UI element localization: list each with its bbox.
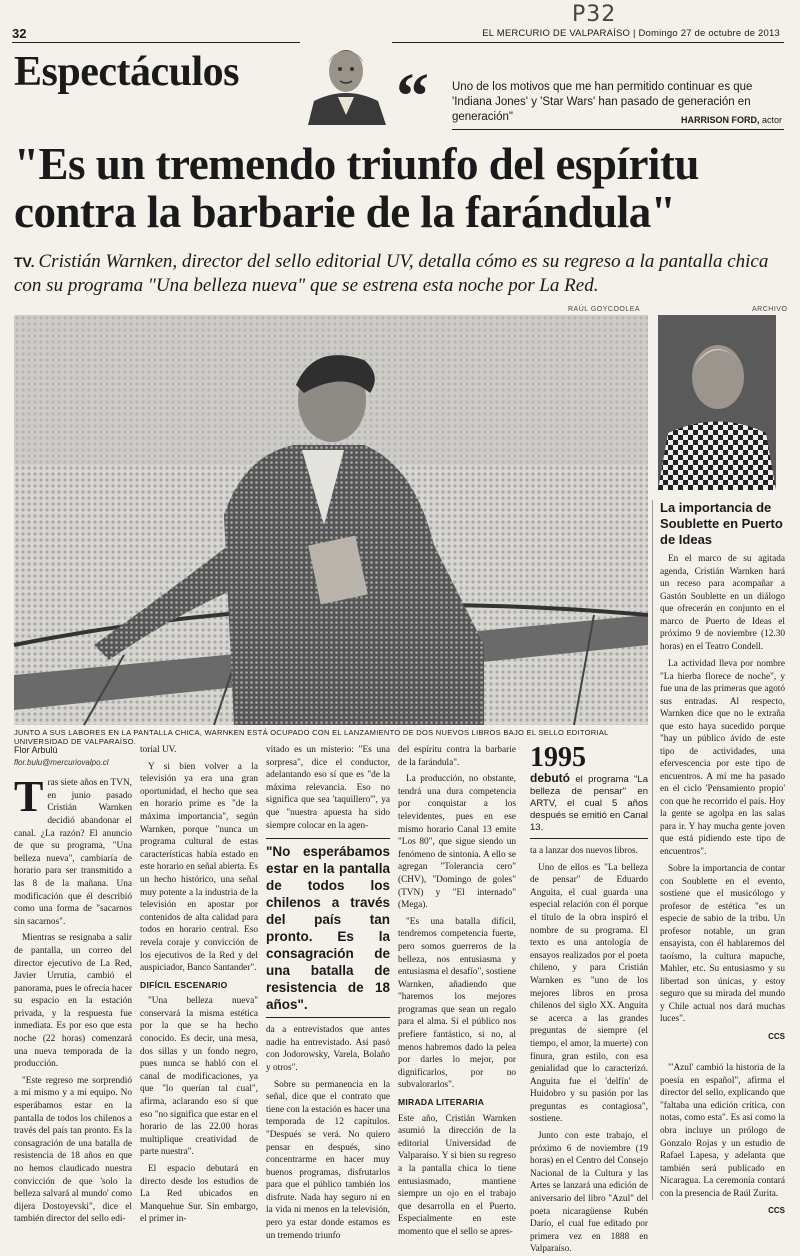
subhead-mirada-literaria: MIRADA LITERARIA (398, 1097, 485, 1108)
article-paragraph: Este año, Cristián Warnken asumió la dirección de la editorial Universidad de Valparaíso. Y si bien su regreso a la pantalla chica lo tiene entusiasmado, mantiene siempre un ojo en el trabajo que desarrolla en el Puerto. Especialmente en este momento que el sello se apres- (398, 1113, 516, 1237)
year-text: debutó el programa "La belleza de pensar" en ARTV, el cual 5 años después se emitió en Canal 13. (530, 771, 648, 833)
article-paragraph: ta a lanzar dos nuevos libros. (530, 846, 638, 856)
article-paragraph: "Una belleza nueva" conservará la misma estética por la que se ha hecho conocido. Es decir, una mesa, dos sillas y un fondo negro, pues nunca se habló con el canal de modificaciones, ya que "lo querían tal cual", afirma, aclarando eso sí que eso "no significa que estar en el horario de las 22.00 horas multiplique creatividad de parte nuestra". (140, 996, 258, 1158)
article-paragraph: Junto con este trabajo, el próximo 6 de noviembre (19 horas) en el Centro del Consejo Nacional de la Cultura y las Artes se lanzará una edición de aniversario del libro "Azul" del poeta nicaragüense Rubén Darío, el cual fue editado por primera vez en 1888 en Valparaíso. (530, 1131, 648, 1255)
article-paragraph: La producción, no obstante, tendrá una dura competencia por conquistar a los televidentes, pues en ese mismo horario Canal 13 emite "Los 80", que sigue siendo un fenómeno de sintonía. A ello se agregan "Tolerancia cero" (CHV), "Domingo de goles" (TVN) y "El internado" (Mega). (398, 774, 516, 911)
mid-pull-quote: "No esperábamos estar en la pantalla de todos los chilenos a través del país tan pronto. Es la consagración de una batalla de resistencia de 18 años". (266, 838, 390, 1018)
main-photo (14, 315, 648, 725)
pull-quote-text: Uno de los motivos que me han permitido continuar es que 'Indiana Jones' y 'Star Wars' han pasado de generación en generación" (452, 81, 753, 123)
article-paragraph: torial UV. (140, 745, 177, 755)
sidebar-body (660, 553, 785, 1043)
article-paragraph: Uno de ellos es "La belleza de pensar" de Eduardo Anguita, el cual guarda una especial relación con él porque el título de la obra inspiró el nombre de su programa. El texto es una antología de ensayos realizados por el poeta chileno, y para Cristián Warnken es "uno de los mejores libros en prosa chilenos del siglo XX. Anguita se acerca a las grandes preguntas de siempre (el tiempo, el amor, la muerte) con finura, gran estilo, con esa genialidad que lo caracterizó. Anguita fue el 'delfín' de Huidobro y su pasión por las preguntas es contagiosa", sostiene. (530, 862, 648, 1125)
section-title: Espectáculos (14, 49, 239, 95)
sidebar-title: La importancia de Soublette en Puerto de Ideas (660, 500, 783, 547)
byline: Flor Arbulú (14, 745, 58, 755)
year-number: 1995 (530, 742, 586, 773)
article-paragraph: Mientras se resignaba a salir de pantalla, un correo del director ejecutivo de La Red, Javier Urrutia, cambió el panorama, pues le ofrecía hacer su espacio en la estación privada, y la respuesta fue inmediata. Es por eso que esta noche (22 horas) comenzará una nueva temporada de la producción. (14, 933, 132, 1070)
article-paragraph: "'Azul' cambió la historia de la poesía en español", afirma el director del sello, explicando que "faltaba una edición crítica, con notas, como esta". Es así como la obra incluye un prólogo de Gonzalo Rojas y un estudio de Rafael Lapesa, y adelanta que también será publicado en Nicaragua. La ceremonia contará con la presencia de Raúl Zurita. (660, 1063, 785, 1199)
article-column-1 (14, 744, 132, 1225)
quote-mark-icon: “ (396, 60, 429, 133)
soublette-photo (658, 315, 776, 490)
deck-kicker: TV. (14, 254, 35, 270)
article-paragraph: Tras siete años en TVN, en junio pasado Cristián Warnken decidió abandonar el canal. ¿La razón? El anuncio de que su programa, "Una belleza nueva", cambiaría de horario para ser transmitido a las 8 de la mañana. Una modificación que él describió como una forma de "sacarnos sin sacarnos". (14, 772, 132, 927)
author-name: HARRISON FORD, (680, 115, 760, 125)
photo-caption: JUNTO A SUS LABORES EN LA PANTALLA CHICA, WARNKEN ESTÁ OCUPADO CON EL LANZAMIENTO DE DOS NUEVOS LIBROS BAJO EL SELLO EDITORIAL UNIVERSIDAD DE VALPARAÍSO. (14, 728, 609, 746)
sidebar-paragraph: En el marco de su agitada agenda, Cristián Warnken hará un receso para acompañar a Gastón Soublette en un diálogo que ofrecerán en conjunto en el marco de Puerto de Ideas el próximo 9 de noviembre (12.30 horas) en el Teatro Condell. (660, 554, 785, 652)
page-number: 32 (12, 26, 27, 41)
drop-cap: T (14, 772, 44, 822)
main-photo-credit: RAÚL GOYCOOLEA (568, 306, 641, 313)
author-role: actor (761, 115, 782, 125)
article-column-4 (398, 744, 516, 1237)
deck-text: Cristián Warnken, director del sello editorial UV, detalla cómo es su regreso a la pantalla chica con su programa "Una belleza nueva" que se estrena esta noche por La Red. (14, 251, 769, 296)
subhead-dificil-escenario: DIFÍCIL ESCENARIO (140, 979, 228, 990)
deck (14, 250, 784, 298)
article-paragraph: vitado es un misterio: "Es una sorpresa", dice el conductor, adelantando eso sí que es "de la máxima relevancia. Eso no significa que sea 'taquillero'", ya que "nuestra apuesta ha sido siempre colocar en la agen- (266, 745, 390, 831)
article-paragraph: da a entrevistados que antes nadie ha entrevistado. Así pasó con Jodorowsky, Varela, Bolaño y otros". (266, 1025, 390, 1073)
article-column-6 (660, 1062, 785, 1215)
sidebar-paragraph: Sobre la importancia de contar con Soublette en el evento, sostiene que el musicólogo y profesor de estética "es un especie de sabio de la tribu. Un profesor notable, un gran ensayista, con él hablaremos del taoísmo, la cultura mapuche, Mahler, etc. Su entusiasmo y su libertad son únicas, y estoy seguro que su mirada del mundo y Chile actual nos dará muchas luces". (660, 864, 785, 1024)
pull-quote-author (452, 115, 782, 125)
article-paragraph: Sobre su permanencia en la señal, dice que el contrato que tiene con la estación es hacer una temporada de 12 capítulos. "Después se verá. No quiero pensar en después, sino concentrarme en hacer muy buenos programas, disfrutarlos para que el público también los disfrute. Nada hay seguro ni en la vida ni menos en la televisión, pero ya estar donde estamos es un tremendo triunfo (266, 1079, 390, 1241)
side-photo-credit: ARCHIVO (752, 306, 788, 313)
pull-quote-rule (452, 129, 784, 130)
article-paragraph: "Este regreso me sorprendió a mí mismo y a mi equipo. No esperábamos estar en la pantalla de todos los chilenos a través del país tan pronto. Es la consagración de una batalla de resistencia de 18 años en que no hemos claudicado nuestra convicción de que 'solo la belleza salvará al mundo' como dijera Dostoyevski", dice el también director del sello edi- (14, 1075, 132, 1225)
article-paragraph: del espíritu contra la barbarie de la farándula". (398, 745, 516, 768)
sidebar-sign: CCS (768, 1031, 785, 1041)
article-column-2 (140, 744, 258, 1225)
sidebar-divider (652, 500, 653, 1200)
publication-info: EL MERCURIO DE VALPARAÍSO | Domingo 27 de octubre de 2013 (482, 28, 780, 39)
sidebar-paragraph: La actividad lleva por nombre "La hierba florece de noche", y fue una de las primeras que agotó sus entradas. Al respecto, Warnken dice que no le extraña que esto haya sucedido porque "hay un público ávido de este tipo de actividades, una efervescencia por este tipo de encuentros. A mí me ha pasado en el ciclo 'Pensamiento propio' con que he recorrido el país. Hoy la gente se agolpa en las salas para ir. Y hay mucha gente joven que está pidiendo este tipo de encuentros". (660, 659, 785, 857)
handwritten-page-note: P32 (572, 2, 617, 27)
article-paragraph: El espacio debutará en directo desde los estudios de La Red ubicados en Manquehue Sur. Sin embargo, el primer in- (140, 1164, 258, 1225)
article-sign: CCS (768, 1205, 785, 1215)
byline-email: flor.bulu@mercuriovalpo.cl (14, 757, 109, 767)
article-paragraph: "Es una batalla difícil, tendremos competencia fuerte, pero somos guerreros de la belleza, nos entusiasma y entusiasma el desafío", sostiene Warnken, añadiendo que "haremos los mejores programas que sean un regalo para el alma. Si el público nos prefiere fantástico, si no, al menos habremos dado la pelea por darles lo mejor, por dignificarlos, por no subvalorarlos". (398, 916, 516, 1091)
article-paragraph: Y si bien volver a la televisión ya era una gran oportunidad, el hecho que sea en horario prime es "de la máxima importancia", según Warnken, porque "nunca un programa cultural de estas características había estado en este horario en señal abierta. Es un hecho histórico, una señal muy potente a la industria de la televisión en apostar por contenidos de alta calidad para todos en horario central. Eso revela coraje y convicción de los ejecutivos de la Red y del auspiciador, Banco Santander". (140, 761, 258, 974)
article-column-3 (266, 744, 390, 1241)
top-rule (12, 42, 784, 43)
harrison-ford-photo (300, 35, 392, 125)
headline: "Es un tremendo triunfo del espíritu contra la barbarie de la farándula" (14, 139, 699, 237)
article-column-5 (530, 742, 648, 1255)
year-fact-box (530, 744, 648, 839)
